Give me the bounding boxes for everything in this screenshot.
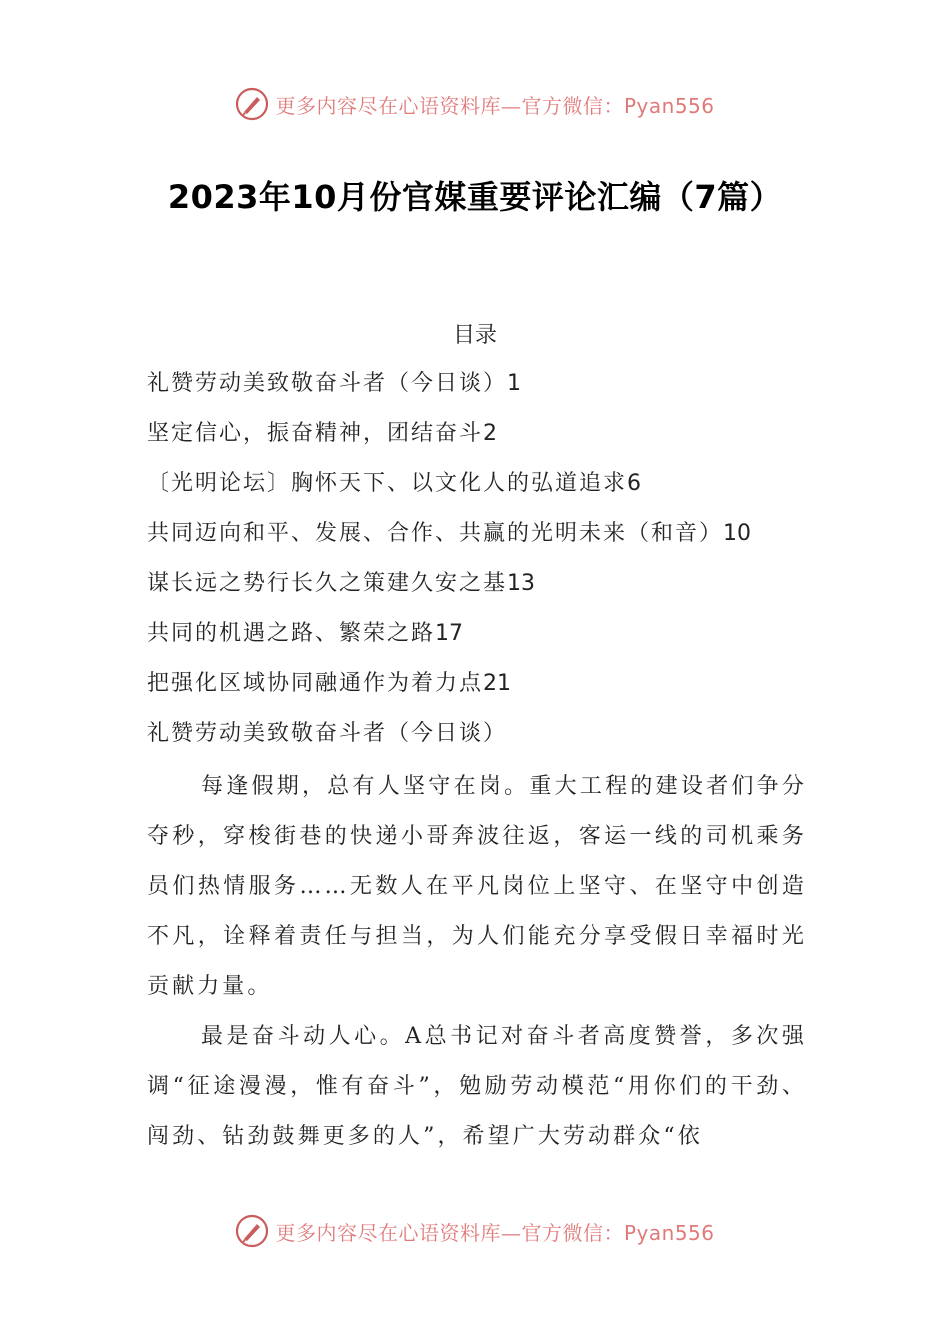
toc-heading: 目录 bbox=[452, 323, 497, 348]
toc-item[interactable]: 坚定信心，振奋精神，团结奋斗2 bbox=[147, 421, 498, 446]
toc-item[interactable]: 礼赞劳动美致敬奋斗者（今日谈）1 bbox=[147, 371, 522, 396]
toc-page-number: 21 bbox=[483, 671, 512, 696]
document-title: 2023年10月份官媒重要评论汇编（7篇） bbox=[167, 178, 783, 216]
header-watermark-banner bbox=[0, 84, 950, 124]
banner-text: 更多内容尽在心语资料库—官方微信：Pyan556 bbox=[275, 93, 715, 118]
article-body bbox=[147, 762, 807, 1162]
pen-logo-icon bbox=[235, 87, 269, 121]
toc-item[interactable]: 谋长远之势行长久之策建久安之基13 bbox=[147, 571, 536, 596]
toc-item[interactable]: 共同的机遇之路、繁荣之路17 bbox=[147, 621, 464, 646]
toc-page-number: 1 bbox=[507, 371, 522, 396]
toc-page-number: 17 bbox=[435, 621, 464, 646]
footer-watermark-banner bbox=[0, 1211, 950, 1251]
section-title: 礼赞劳动美致敬奋斗者（今日谈） bbox=[147, 721, 508, 746]
toc-page-number: 6 bbox=[627, 471, 642, 496]
toc-item[interactable]: 〔光明论坛〕胸怀天下、以文化人的弘道追求6 bbox=[147, 471, 642, 496]
paragraph: 最是奋斗动人心。A总书记对奋斗者高度赞誉，多次强调“征途漫漫，惟有奋斗”，勉励劳动模范“用你们的干劲、闯劲、钻劲鼓舞更多的人”，希望广大劳动群众“依 bbox=[147, 1024, 807, 1149]
toc-page-number: 13 bbox=[507, 571, 536, 596]
toc-item[interactable]: 把强化区域协同融通作为着力点21 bbox=[147, 671, 512, 696]
table-of-contents bbox=[147, 364, 827, 714]
toc-page-number: 10 bbox=[723, 521, 752, 546]
wechat-id: Pyan556 bbox=[623, 1220, 715, 1245]
toc-item[interactable]: 共同迈向和平、发展、合作、共赢的光明未来（和音）10 bbox=[147, 521, 752, 546]
wechat-id: Pyan556 bbox=[623, 93, 715, 118]
toc-page-number: 2 bbox=[483, 421, 498, 446]
pen-logo-icon bbox=[235, 1214, 269, 1248]
paragraph: 每逢假期，总有人坚守在岗。重大工程的建设者们争分夺秒，穿梭街巷的快递小哥奔波往返，客运一线的司机乘务员们热情服务……无数人在平凡岗位上坚守、在坚守中创造不凡，诠释着责任与担当，为人们能充分享受假日幸福时光贡献力量。 bbox=[147, 774, 807, 999]
banner-text: 更多内容尽在心语资料库—官方微信：Pyan556 bbox=[275, 1220, 715, 1245]
